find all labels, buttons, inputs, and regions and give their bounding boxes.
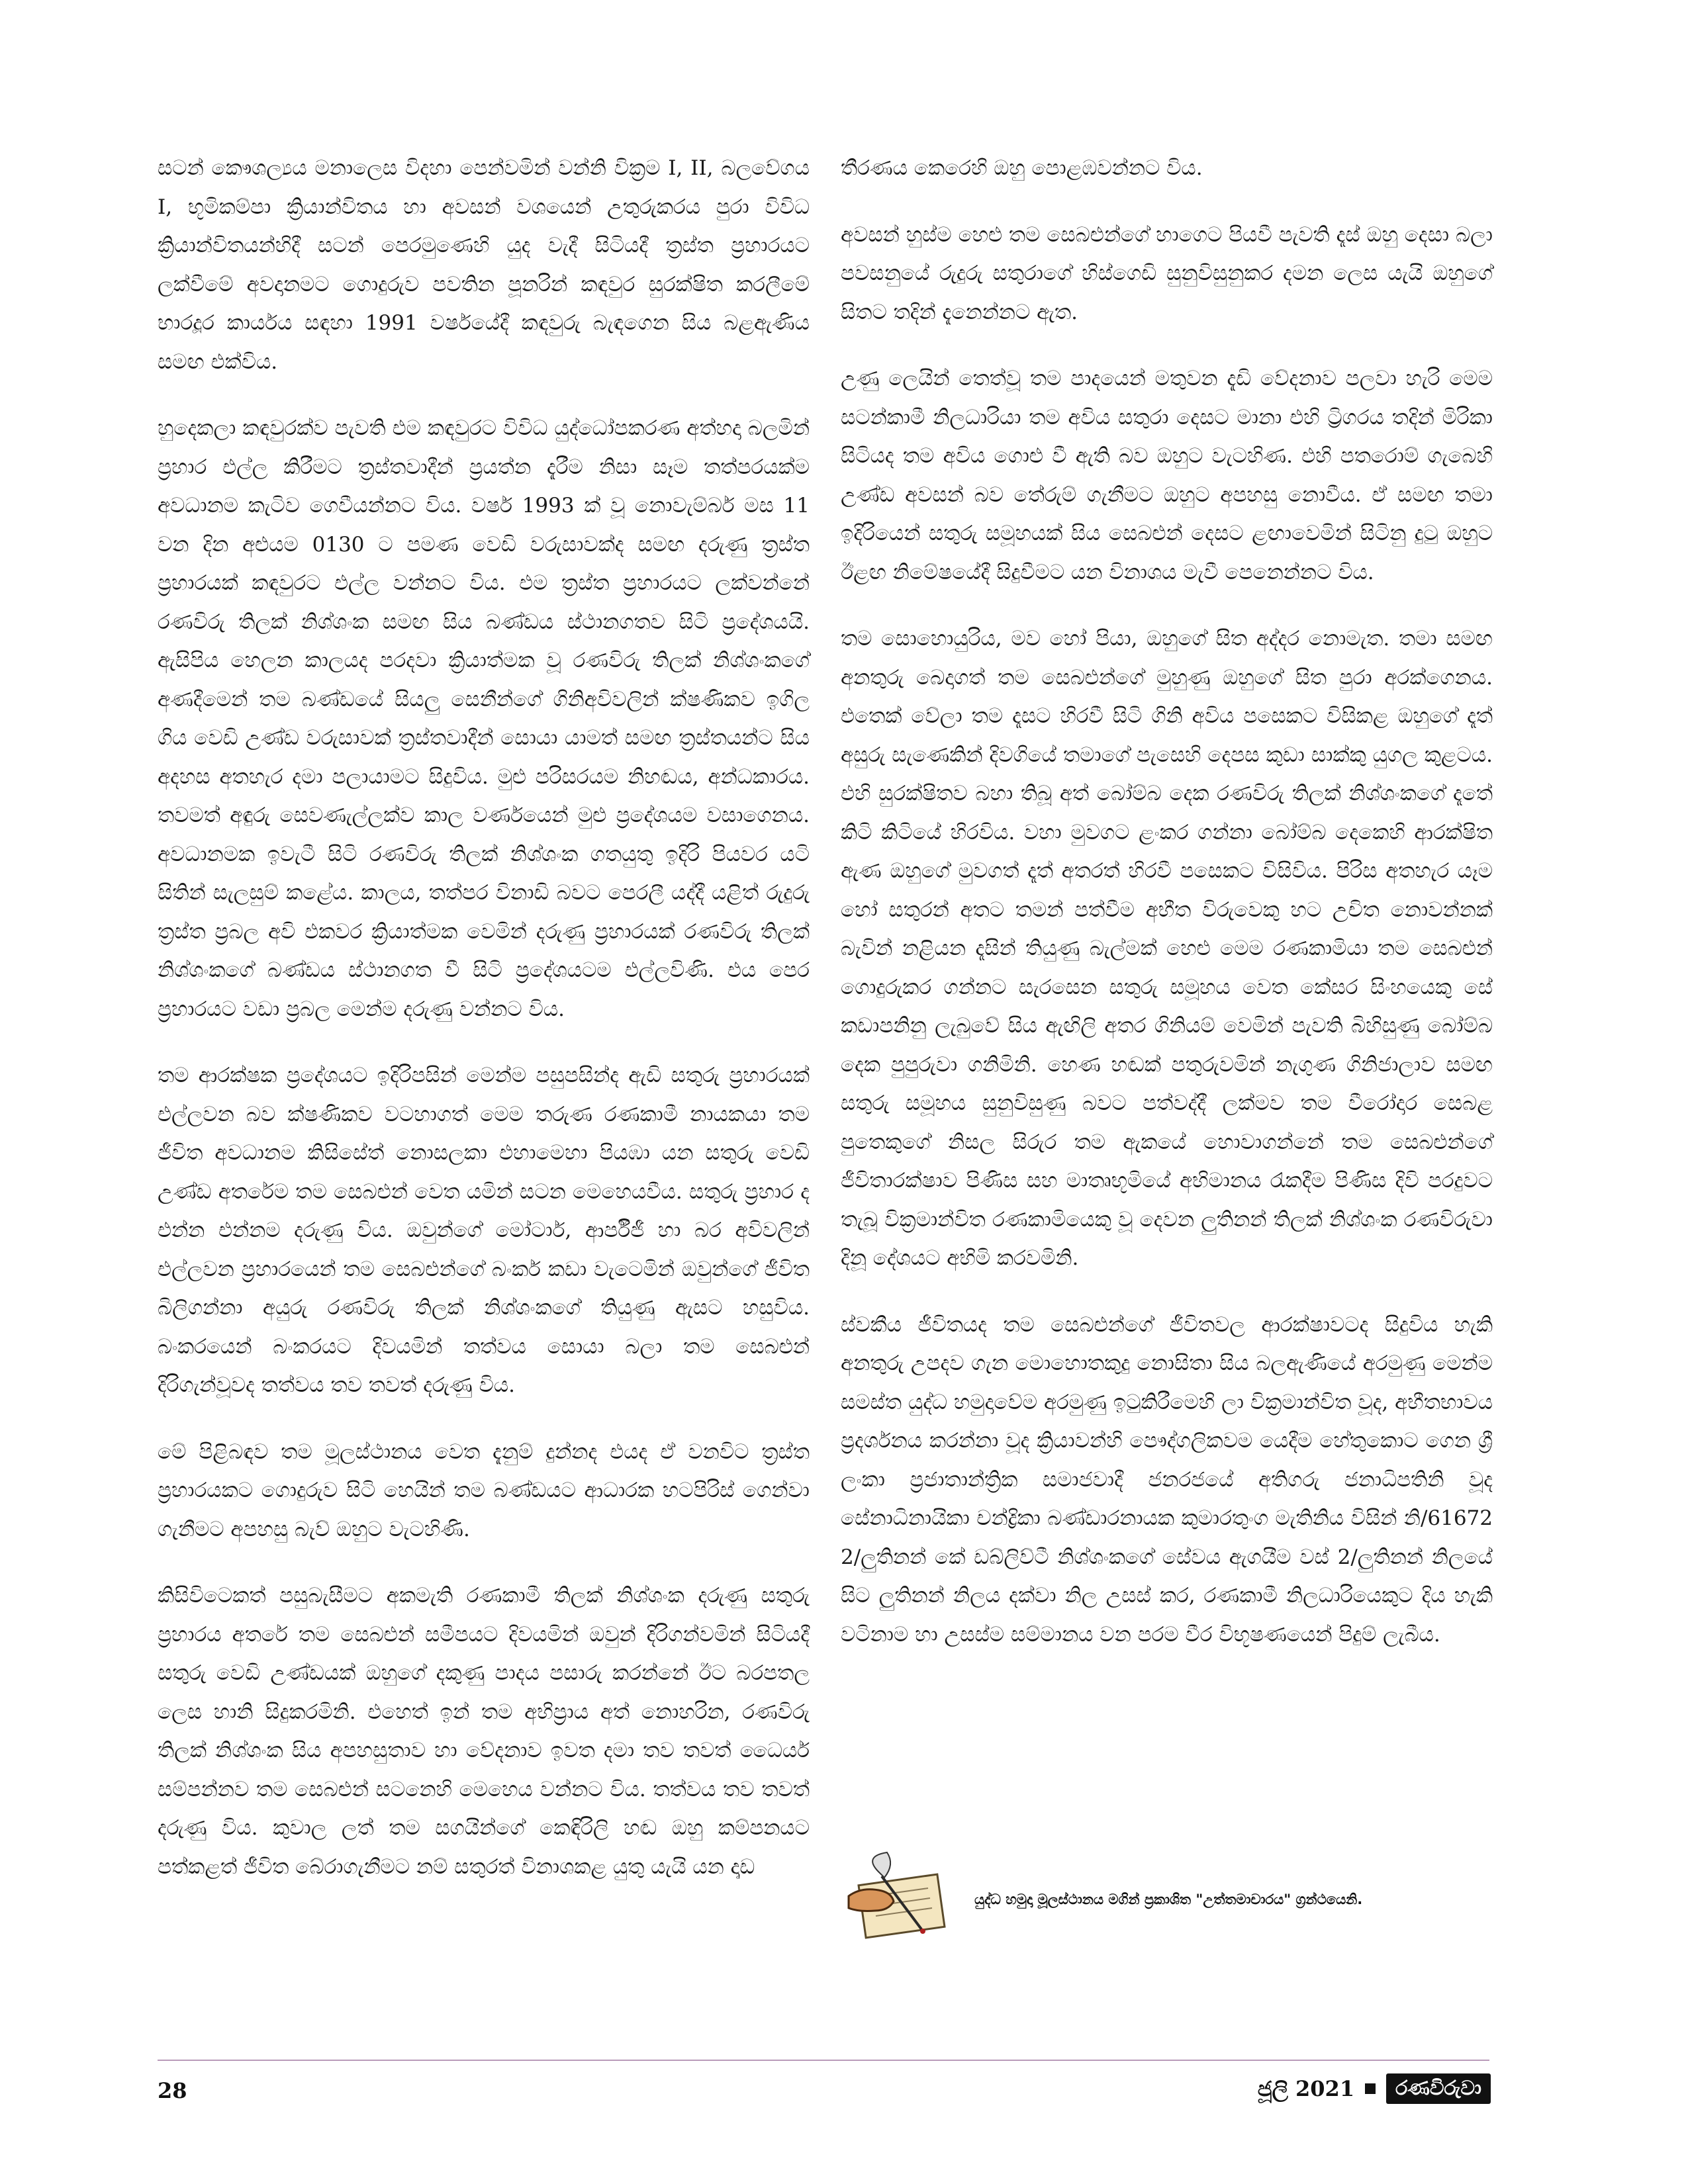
paragraph: අවසන් හුස්ම හෙළු තම සෙබළුන්ගේ හාගෙට පියවී පැවති දෑස් ඔහු දෙසා බලා පවසනුයේ රුදුරු සතුරාගේ හිස්ගෙඩි සුනුවිසුනුකර දමන ලෙස යැයි ඔහුගේ සිතට තදින් දැනෙන්නට ඇත.	[841, 222, 1493, 324]
paragraph: ස්වකීය ජීවිතයද තම සෙබළුන්ගේ ජීවිතවල ආරක්ෂාවටද සිදුවිය හැකි අනතුරු උපදව ගැන මොහොතකුදු නොසිතා සිය බලඇණියේ අරමුණු මෙන්ම සමස්ත යුද්ධ හමුදාවේම අරමුණු ඉටුකිරීමෙහි ලා වික්‍රමාන්විත වූද, අභීතභාවය ප්‍රදර්ශනය කරන්නා වූද ක්‍රියාවන්හි පෞද්ගලිකවම යෙදීම හේතුකොට ගෙන ශ්‍රී ලංකා ප්‍රජාතාන්ත්‍රික සමාජවාදී ජනරජයේ අතිගරු ජනාධිපතිනි වූද සේනාධිනායිකා චන්ද්‍රිකා බණ්ඩාරනායක කුමාරතුංග මැතිනිය විසින් නි/61672 2/ලුතිනන් කේ ඩබ්ලිව්ටී නිශ්ශංකගේ සේවය ඇගයීම වස් 2/ලුතිනන් නිලයේ සිට ලුතිනන් නිලය දක්වා නිල උසස් කර, රණකාමී නිලධාරියෙකුට දිය හැකි වටිනාම හා උසස්ම සම්මානය වන පරම වීර විභූෂණයෙන් පිදුම් ලැබීය.	[841, 1312, 1493, 1647]
paragraph: සටන් කෞශල්‍යය මනාලෙස විදහා පෙන්වමින් වන්නි වික්‍රම I, II, බලවේගය I, භූමිකම්පා ක්‍රියාන්විතය හා අවසන් වශයෙන් උතුරුකරය පුරා විවිධ ක්‍රියාන්විතයන්හිදී සටන් පෙරමුණෙහි යුද වැදී සිටියදී ත්‍රස්ත ප්‍රහාරයට ලක්වීමේ අවදානමට ගොදුරුව පවතින පූනරින් කඳවුර සුරක්ෂිත කරලීමේ භාරදූර කාර්යය සඳහා 1991 වර්ෂයේදී කඳවුරු බැඳගෙන සිය බළඇණිය සමඟ එක්විය.	[158, 156, 810, 374]
credit-text: යුද්ධ හමුදා මූලස්ථානය මගින් ප්‍රකාශිත "උත්තමාචාරය" ග්‍රන්ථයෙනි.	[974, 1891, 1363, 1907]
right-column	[841, 149, 1493, 1682]
source-credit	[835, 1850, 1487, 1949]
quill-pen-hand-icon	[835, 1850, 961, 1949]
paragraph: හුදෙකලා කඳවුරක්ව පැවති එම කඳවුරට විවිධ යුද්ධෝපකරණ අත්හදා බලමින් ප්‍රහාර එල්ල කිරීමට ත්‍රස්තවාදීන් ප්‍රයත්න දැරීම නිසා සෑම තත්පරයක්ම අවධානම කැටිව ගෙවීයන්නට විය. වර්ෂ 1993 ක් වූ නොවැම්බර් මස 11 වන දින අළුයම 0130 ට පමණ වෙඩි වරුසාවක්ද සමඟ දරුණු ත්‍රස්ත ප්‍රහාරයක් කඳවුරට එල්ල වන්නට විය. එම ත්‍රස්ත ප්‍රහාරයට ලක්වන්නේ රණවිරු තිලක් නිශ්ශංක සමඟ සිය බණ්ඩය ස්ථානගතව සිටි ප්‍රදේශයයි. ඇසිපිය හෙලන කාලයද පරදවා ක්‍රියාත්මක වූ රණවිරු තිලක් නිශ්ශංකගේ අණදීමෙන් තම බණ්ඩයේ සියලු සෙනීන්ගේ ගිනිඅවිවලින් ක්ෂණිකව ඉගිල ගිය වෙඩි උණ්ඩ වරුසාවක් ත්‍රස්තවාදීන් සොයා යාමත් සමඟ ත්‍රස්තයන්ට සිය අදහස අතහැර දමා පලායාමට සිදුවිය. මුළු පරිසරයම නිහඬය, අන්ධකාරය. තවමත් අඳුරු සෙවණැල්ලක්ව කාල වර්ණයෙන් මුළු ප්‍රදේශයම වසාගෙනය. අවධානමක ඉවැටී සිටි රණවිරු තිලක් නිශ්ශංක ගතයුතු ඉදිරි පියවර යටි සිතින් සැලසුම් කළේය. කාලය, තත්පර විනාඩි බවට පෙරලී යද්දී යළිත් රුදුරු ත්‍රස්ත ප්‍රබල අවි එකවර ක්‍රියාත්මක වෙමින් දරුණු ප්‍රහාරයක් රණවිරු තිලක් නිශ්ශංකගේ බණ්ඩය ස්ථානගත වී සිටි ප්‍රදේශයටම එල්ලවිණි. එය පෙර ප්‍රහාරයට වඩා ප්‍රබල මෙන්ම දරුණු වන්නට විය.	[158, 416, 810, 1021]
issue-date: ජූලි 2021	[1257, 2075, 1355, 2101]
paragraph: උණු ලෙයින් තෙත්වූ තම පාදයෙන් මතුවන දැඩි වේදනාව පලවා හැරි මෙම සටන්කාමී නිලධාරියා තම අවිය සතුරා දෙසට මානා එහි ට්‍රිගරය තදින් මිරිකා සිටියද තම අවිය ගොළු වී ඇති බව ඔහුට වැටහිණ. එහි පතරොම් ගැබෙහි උණ්ඩ අවසන් බව තේරුම් ගැනීමට ඔහුට අපහසු නොවීය. ඒ සමඟ තමා ඉදිරියෙන් සතුරු සමූහයක් සිය සෙබළුන් දෙසට ළඟාවෙමින් සිටිනු දුටු ඔහුට ඊළඟ නිමේෂයේදී සිදුවීමට යන විනාශය මැවී පෙනෙන්නට විය.	[841, 367, 1493, 584]
paragraph: කිසිවිටෙකත් පසුබැසීමට අකමැති රණකාමී තිලක් නිශ්ශංක දරුණු සතුරු ප්‍රහාරය අතරේ තම සෙබළුන් සමීපයට දිවයමින් ඔවුන් දිරිගන්වමින් සිටියදී සතුරු වෙඩි උණ්ඩයක් ඔහුගේ දකුණු පාදය පසාරු කරන්නේ ඊට බරපතල ලෙස හානි සිදුකරමිනි. එහෙත් ඉන් තම අභිප්‍රාය අත් නොහරින, රණවිරු තිලක් නිශ්ශංක සිය අපහසුතාව හා වේදනාව ඉවත දමා තව තවත් ධෛර්ය සම්පන්නව තම සෙබළුන් සටනෙහි මෙහෙය වන්නට විය. තත්වය තව තවත් දරුණු විය. කුවාල ලත් තම සගයින්ගේ කෙඳිරිලි හඬ ඔහු කම්පනයට පත්කළත් ජීවිත බේරාගැනීමට නම් සතුරත් විනාශකළ යුතු යැයි යන දෘඩ	[158, 1584, 810, 1879]
footer-divider	[158, 2060, 1489, 2061]
magazine-name: රණවිරුවා	[1386, 2073, 1491, 2104]
page-number: 28	[158, 2078, 187, 2103]
paragraph: තීරණය කෙරෙහි ඔහු පොළඹවන්නට විය.	[841, 156, 1203, 180]
paragraph: තම සොහොයුරිය, මව හෝ පියා, ඔහුගේ සිත අද්දර නොමැත. තමා සමඟ අනතුරු බෙදාගත් තම සෙබළුන්ගේ මුහුණු ඔහුගේ සිත පුරා අරක්ගෙනය. එතෙක් වේලා තම දෑසට හිරවී සිටි ගිනි අවිය පසෙකට විසිකළ ඔහුගේ දෑත් අසුරු සැණෙකින් දිවගියේ තමාගේ පැසෙහි දෙපස කුඩා සාක්කු යුගල කුළටය. එහි සුරක්ෂිතව බහා තිබූ අත් බෝම්බ දෙක රණවිරු තිලක් නිශ්ශංකගේ දෑතේ කිටි කිටියේ හිරවිය. වහා මුවගට ළංකර ගන්නා බෝම්බ දෙකෙහි ආරක්ෂිත ඇණ ඔහුගේ මුවගත් දෑත් අතරත් හිරවී පසෙකට විසිවිය. පිරිස අතහැර යෑම හෝ සතුරන් අතට තමන් පත්වීම අභීත විරුවෙකු හට උචිත නොවන්නක් බැවින් නළියන දෑසින් තියුණු බැල්මක් හෙළු මෙම රණකාමියා තම සෙබළුන් ගොදුරුකර ගන්නට සැරසෙන සතුරු සමූහය වෙත කේසර සිංහයෙකු සේ කඩාපනිනු ලැබුවේ සිය ඇඟිලි අතර ගිනියම් වෙමින් පැවති බිහිසුණු බෝම්බ දෙක පුපුරුවා ගනිමිනි. හෙණ හඬක් පතුරුවමින් නැගුණ ගිනිජාලාව සමඟ සතුරු සමූහය සුනුවිසුණු බවට පත්වද්දී ලක්මව තම වීරෝදාර සෙබළ පුතෙකුගේ නිසල සිරුර තම ඇකයේ හොවාගන්නේ තම සෙබළුන්ගේ ජීවිතාරක්ෂාව පිණිස සහ මාතෘභූමියේ අභිමානය රැකදීම පිණිස දිවි පරදුවට තැබූ වික්‍රමාන්විත රණකාමියෙකු වූ දෙවන ලුතිනන් තිලක් නිශ්ශංක රණවිරුවා දිනූ දේශයට අභිමි කරවමිනි.	[841, 627, 1493, 1270]
paragraph: තම ආරක්ෂක ප්‍රදේශයට ඉදිරිපසින් මෙන්ම පසුපසින්ද ඇඩි සතුරු ප්‍රහාරයක් එල්ලවන බව ක්ෂණිකව වටහාගත් මෙම තරුණ රණකාමී නායකයා තම ජීවිත අවධානම කිසිසේත් නොසලකා එහාමෙහා පියඹා යන සතුරු වෙඩි උණ්ඩ අතරේම තම සෙබළුන් වෙත යමින් සටන මෙහෙයවීය. සතුරු ප්‍රහාර ද එන්න එන්නම දරුණු විය. ඔවුන්ගේ මෝටාර්, ආර්පීජී හා බර අවිවලින් එල්ලවන ප්‍රහාරයෙන් තම සෙබළුන්ගේ බංකර් කඩා වැටෙමින් ඔවුන්ගේ ජීවිත බිලිගන්නා අයුරු රණවිරු තිලක් නිශ්ශංකගේ තියුණු ඇසට හසුවිය. බංකරයෙන් බංකරයට දිවයමින් තත්වය සොයා බලා තම සෙබළුන් දිරිගැන්වූවද තත්වය තව තවත් දරුණු විය.	[158, 1064, 810, 1397]
left-column	[158, 149, 810, 1914]
footer-masthead	[1258, 2073, 1491, 2105]
separator-square-icon	[1365, 2083, 1376, 2094]
paragraph: මේ පිළිබඳව තම මූලස්ථානය වෙත දැනුම් දුන්නද එයද ඒ වනවිට ත්‍රස්ත ප්‍රහාරයකට ගොදුරුව සිටි හෙයින් තම බණ්ඩයට ආධාරක හටපිරිස් ගෙන්වා ගැනීමට අපහසු බැව් ඔහුට වැටහිණි.	[158, 1439, 810, 1541]
